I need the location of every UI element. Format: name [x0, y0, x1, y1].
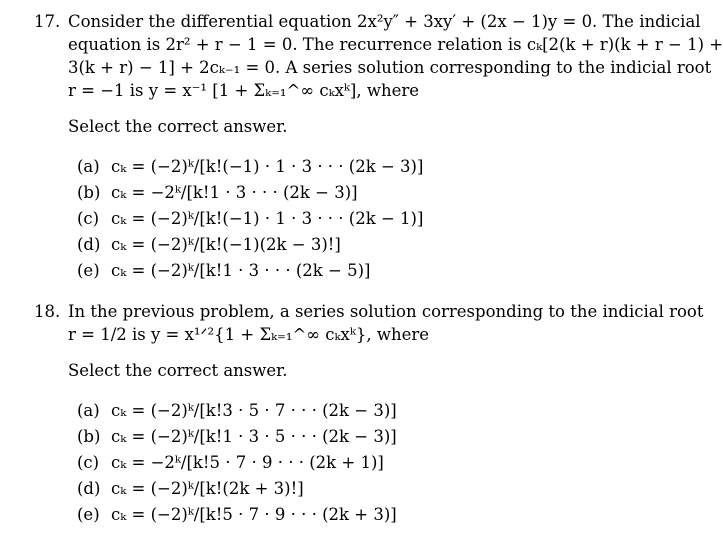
problem-stem	[34, 10, 723, 102]
choice-text: cₖ = (−2)ᵏ/[k!(−1)(2k − 3)!]	[111, 235, 341, 254]
choice-label: (e)	[77, 261, 100, 280]
choice-text: cₖ = (−2)ᵏ/[k!(2k + 3)!]	[111, 479, 304, 498]
answer-choice-e[interactable]	[77, 502, 684, 528]
choice-text: cₖ = −2ᵏ/[k!5 · 7 · 9 · · · (2k + 1)]	[111, 453, 384, 472]
problem-number: 17.	[34, 12, 61, 31]
choice-text: cₖ = (−2)ᵏ/[k!5 · 7 · 9 · · · (2k + 3)]	[111, 505, 397, 524]
choice-label: (d)	[77, 235, 101, 254]
choice-label: (b)	[77, 427, 101, 446]
problem-18	[34, 300, 704, 544]
answer-choice-c[interactable]	[77, 450, 684, 476]
problem-17	[34, 10, 723, 300]
stem-line: equation is 2r² + r − 1 = 0. The recurrence relation is cₖ[2(k + r)(k + r − 1) +	[68, 35, 723, 54]
answer-choice-d[interactable]	[77, 232, 684, 258]
answer-choices	[77, 154, 684, 284]
answer-choice-c[interactable]	[77, 206, 684, 232]
choice-text: cₖ = (−2)ᵏ/[k!3 · 5 · 7 · · · (2k − 3)]	[111, 401, 397, 420]
choice-label: (c)	[77, 209, 100, 228]
instruction-text: Select the correct answer.	[68, 361, 288, 380]
problem-stem	[34, 300, 704, 346]
answer-choices	[77, 398, 684, 528]
instruction-text: Select the correct answer.	[68, 117, 288, 136]
choice-label: (a)	[77, 401, 100, 420]
problem-text	[68, 300, 704, 346]
choice-text: cₖ = (−2)ᵏ/[k!(−1) · 1 · 3 · · · (2k − 1)]	[111, 209, 424, 228]
stem-line: Consider the differential equation 2x²y″ + 3xy′ + (2x − 1)y = 0. The indicial	[68, 12, 701, 31]
answer-choice-d[interactable]	[77, 476, 684, 502]
choice-label: (e)	[77, 505, 100, 524]
stem-line: r = −1 is y = x⁻¹ [1 + Σₖ₌₁^∞ cₖxᵏ], where	[68, 81, 420, 100]
choice-text: cₖ = (−2)ᵏ/[k!1 · 3 · 5 · · · (2k − 3)]	[111, 427, 397, 446]
stem-line: In the previous problem, a series solution corresponding to the indicial root	[68, 302, 704, 321]
answer-choice-a[interactable]	[77, 154, 684, 180]
problem-number: 18.	[34, 302, 61, 321]
choice-text: cₖ = (−2)ᵏ/[k!1 · 3 · · · (2k − 5)]	[111, 261, 371, 280]
stem-line: 3(k + r) − 1] + 2cₖ₋₁ = 0. A series solution corresponding to the indicial root	[68, 58, 712, 77]
answer-choice-b[interactable]	[77, 180, 684, 206]
choice-label: (a)	[77, 157, 100, 176]
answer-choice-b[interactable]	[77, 424, 684, 450]
choice-label: (c)	[77, 453, 100, 472]
answer-choice-a[interactable]	[77, 398, 684, 424]
choice-text: cₖ = (−2)ᵏ/[k!(−1) · 1 · 3 · · · (2k − 3)]	[111, 157, 424, 176]
choice-label: (d)	[77, 479, 101, 498]
answer-choice-e[interactable]	[77, 258, 684, 284]
choice-text: cₖ = −2ᵏ/[k!1 · 3 · · · (2k − 3)]	[111, 183, 358, 202]
stem-line: r = 1/2 is y = x¹ᐟ²{1 + Σₖ₌₁^∞ cₖxᵏ}, where	[68, 325, 430, 344]
problem-text	[68, 10, 723, 102]
choice-label: (b)	[77, 183, 101, 202]
